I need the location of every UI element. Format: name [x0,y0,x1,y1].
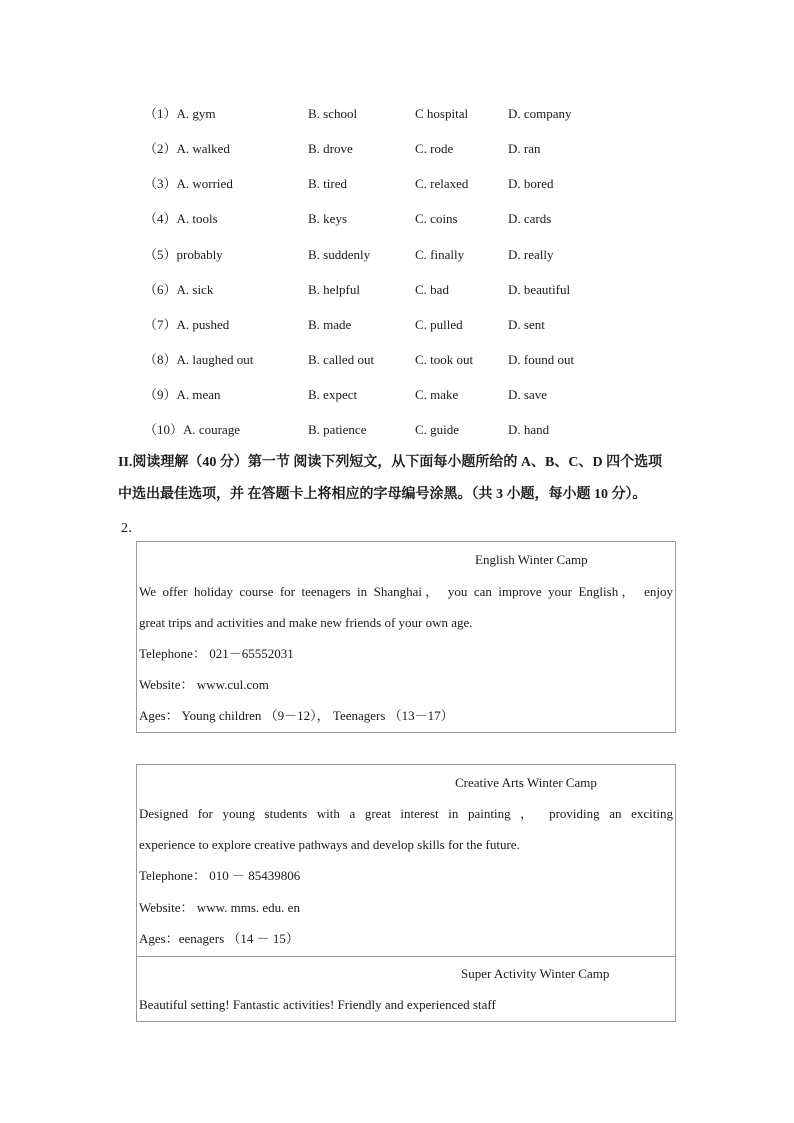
option-d: D. ran [508,141,541,156]
option-b: B. helpful [308,282,360,297]
option-b: B. patience [308,422,367,437]
option-b: B. expect [308,387,358,402]
option-b: B. made [308,317,352,332]
camp-description: We offer holiday course for teenagers in Shanghai， you can improve your English， enjoy [139,584,673,599]
option-d: D. beautiful [508,282,571,297]
option-c: C. finally [415,247,465,262]
section-heading-line-2: 中选出最佳选项，并 在答题卡上将相应的字母编号涂黑。（共 3 小题，每小题 10 分）。 [118,487,647,502]
camp-telephone: Telephone： 021－65552031 [139,646,294,661]
option-b: B. drove [308,141,353,156]
camp-description: Beautiful setting! Fantastic activities! Friendly and experienced staff [139,997,496,1012]
camp-ages: Ages：eenagers （14 － 15） [139,931,299,946]
english-camp-box [136,541,676,733]
option-b: B. called out [308,352,375,367]
option-c: C. relaxed [415,176,469,191]
option-a: （4）A. tools [144,211,218,226]
camp-title: Super Activity Winter Camp [461,966,610,981]
option-c: C hospital [415,106,469,121]
option-b: B. tired [308,176,347,191]
option-a: （8）A. laughed out [144,352,254,367]
camp-description: experience to explore creative pathways and develop skills for the future. [139,837,520,852]
option-c: C. pulled [415,317,463,332]
camp-title: English Winter Camp [475,552,588,567]
camp-ages: Ages： Young children （9－12）， Teenagers （13－17） [139,708,454,723]
option-c: C. coins [415,211,458,226]
option-a: （9）A. mean [144,387,221,402]
option-a: （6）A. sick [144,282,214,297]
option-b: B. school [308,106,358,121]
option-d: D. sent [508,317,545,332]
option-a: （1）A. gym [144,106,216,121]
option-b: B. suddenly [308,247,371,262]
option-a: （10）A. courage [144,422,241,437]
option-d: D. really [508,247,554,262]
option-a: （5）probably [144,247,223,262]
option-a: （3）A. worried [144,176,233,191]
option-b: B. keys [308,211,347,226]
camp-description: great trips and activities and make new friends of your own age. [139,615,473,630]
question-number: 2． [121,521,142,536]
option-a: （2）A. walked [144,141,230,156]
option-c: C. guide [415,422,460,437]
option-d: D. save [508,387,547,402]
section-heading-line-1: II.阅读理解（40 分）第一节 阅读下列短文，从下面每小题所给的 A、B、C、D 四个选项 [118,455,663,470]
option-c: C. make [415,387,459,402]
option-c: C. bad [415,282,449,297]
option-c: C. took out [415,352,474,367]
box-divider [137,956,675,957]
option-c: C. rode [415,141,454,156]
option-d: D. cards [508,211,552,226]
option-d: D. found out [508,352,575,367]
camp-title: Creative Arts Winter Camp [455,775,597,790]
camp-description: Designed for young students with a great interest in painting ， providing an exciting [139,806,673,821]
camp-telephone: Telephone： 010 － 85439806 [139,868,301,883]
option-d: D. hand [508,422,550,437]
option-d: D. company [508,106,572,121]
arts-activity-camp-box [136,764,676,1022]
camp-website: Website： www.cul.com [139,677,269,692]
option-d: D. bored [508,176,554,191]
option-a: （7）A. pushed [144,317,230,332]
camp-website: Website： www. mms. edu. en [139,900,300,915]
